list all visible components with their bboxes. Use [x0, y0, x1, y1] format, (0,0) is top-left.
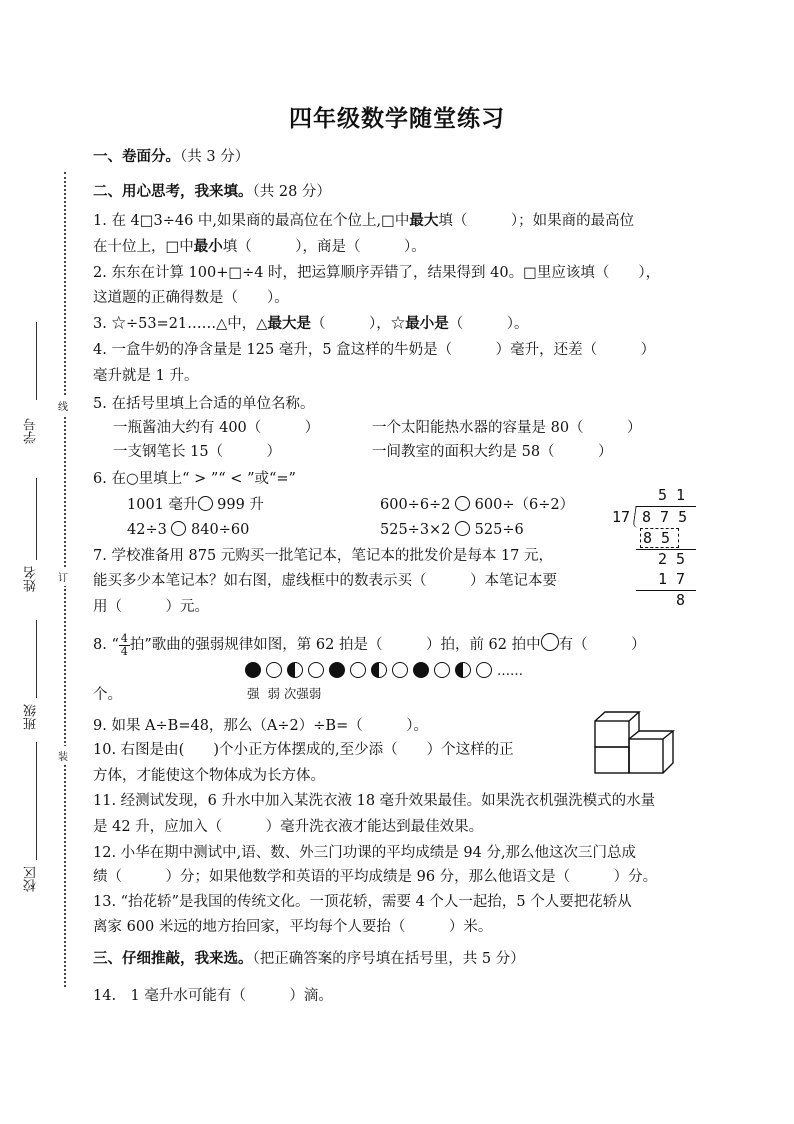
q8-line-1: 8. “ $\frac{4}{4}$ 拍”歌曲的强弱规律如图，第 62 拍是（ ）拍，前 62 拍中 有（ ） [93, 631, 646, 658]
dividend: 8 7 5 [642, 508, 688, 526]
empty-circle-icon [541, 633, 559, 651]
compare-circle-icon[interactable] [455, 496, 470, 511]
q6-item-c: 42÷3 840÷60 [127, 522, 250, 538]
q7-line-3: 用（ ）元。 [93, 599, 209, 615]
q1-line-1: 1. 在 4□3÷46 中,如果商的最高位在个位上,□中最大填（ ）；如果商的最高位 [93, 213, 635, 229]
section-1-heading: 一、卷面分。（共 3 分） [93, 149, 250, 165]
dashed-box: 8 5 [640, 528, 679, 548]
binding-mark-xian: 线 [58, 396, 68, 415]
q6-item-b: 600÷6÷2 600÷（6÷2） [380, 497, 575, 513]
q5-item-c: 一支钢笔长 15（ ） [113, 444, 282, 460]
q5-item-b: 一个太阳能热水器的容量是 80（ ） [372, 420, 642, 436]
beat-half-circle-icon [287, 662, 303, 678]
beat-full-circle-icon [329, 662, 345, 678]
compare-circle-icon[interactable] [198, 496, 213, 511]
q6-line-1: 6. 在○里填上“ > ”“ < ”或“=” [93, 471, 296, 487]
section-2-heading: 二、用心思考，我来填。（共 28 分） [93, 184, 331, 200]
campus-line[interactable] [36, 742, 37, 860]
q14-line: 14. 1 毫升水可能有（ ）滴。 [93, 988, 333, 1004]
cube-face [595, 747, 629, 773]
beat-empty-circle-icon [476, 662, 492, 678]
binding-mark-ding: 订 [58, 567, 68, 586]
beat-empty-circle-icon [266, 662, 282, 678]
cube-stack-figure [591, 707, 691, 777]
q11-line-1: 11. 经测试发现，6 升水中加入某洗衣液 18 毫升效果最佳。如果洗衣机强洗模式的水量 [93, 793, 656, 809]
q9-line: 9. 如果 A÷B=48，那么（A÷2）÷B=（ ）。 [93, 718, 428, 734]
cube-top [629, 731, 673, 739]
q4-line-1: 4. 一盒牛奶的净含量是 125 毫升，5 盒这样的牛奶是（ ）毫升，还差（ ） [93, 342, 656, 358]
cube-top [595, 712, 639, 721]
q10-line-1: 10. 右图是由( )个小正方体摆成的,至少添（ ）个这样的正 [93, 742, 514, 758]
q12-line-2: 绩（ ）分；如果他数学和英语的平均成绩是 96 分，那么他语文是（ ）分。 [93, 869, 658, 885]
q3-line: 3. ☆÷53=21……△中，△最大是（ ），☆最小是（ ）。 [93, 316, 529, 332]
beat-half-circle-icon [455, 662, 471, 678]
long-division-figure [610, 486, 700, 612]
q7-line-1: 7. 学校准备用 875 元购买一批笔记本，笔记本的批发价是每本 17 元， [93, 548, 554, 564]
remainder-1: 2 5 [658, 550, 686, 568]
q13-line-1: 13. “抬花轿”是我国的传统文化。一顶花轿，需要 4 个人一起抬，5 个人要把花轿从 [93, 894, 632, 910]
cube-face [629, 739, 663, 773]
q5-item-d: 一间教室的面积大约是 58（ ） [372, 444, 613, 460]
quotient: 5 1 [658, 486, 686, 504]
name-label: 姓名 [24, 566, 39, 592]
beat-empty-circle-icon [392, 662, 408, 678]
name-line[interactable] [36, 478, 37, 560]
campus-label: 校区 [24, 866, 39, 892]
q10-line-2: 方体，才能使这个物体成为长方体。 [93, 768, 325, 784]
remainder-2: 1 7 [658, 570, 686, 588]
beat-legend: 强 弱 次强弱 [247, 686, 322, 701]
section-3-heading: 三、仔细推敲，我来选。（把正确答案的序号填在括号里，共 5 分） [93, 951, 525, 967]
division-bar [636, 506, 696, 507]
compare-circle-icon[interactable] [455, 521, 470, 536]
beat-empty-circle-icon [308, 662, 324, 678]
q2-line-2: 这道题的正确得数是（ ）。 [93, 290, 289, 306]
q11-line-2: 是 42 升，应加入（ ）毫升洗衣液才能达到最佳效果。 [93, 819, 484, 835]
student-id-label: 学号 [24, 418, 39, 444]
remainder-final: 8 [676, 591, 686, 609]
q7-line-2: 能买多少本笔记本？如右图，虚线框中的数表示买（ ）本笔记本要 [93, 573, 557, 589]
q2-line-1: 2. 东东在计算 100+□÷4 时，把运算顺序弄错了，结果得到 40。□里应该填（ ）， [93, 265, 661, 281]
q6-item-a: 1001 毫升 999 升 [127, 497, 264, 513]
cube-face [595, 721, 629, 747]
beat-empty-circle-icon [434, 662, 450, 678]
q1-line-2: 在十位上，□中最小填（ ），商是（ ）。 [93, 239, 426, 255]
q13-line-2: 离家 600 米远的地方抬回家，平均每个人要抬（ ）米。 [93, 919, 493, 935]
q12-line-1: 12. 小华在期中测试中,语、数、外三门功课的平均成绩是 94 分,那么他这次三门总成 [93, 845, 637, 861]
divisor: 17 [612, 508, 631, 526]
student-id-line[interactable] [36, 322, 37, 400]
q8-line-2: 个。 [93, 687, 122, 703]
beat-empty-circle-icon [350, 662, 366, 678]
beat-half-circle-icon [371, 662, 387, 678]
compare-circle-icon[interactable] [171, 521, 186, 536]
class-label: 班级 [24, 704, 39, 730]
q4-line-2: 毫升就是 1 升。 [93, 368, 199, 384]
beat-full-circle-icon [245, 662, 261, 678]
binding-mark-zhuang: 装 [58, 746, 68, 765]
q6-item-d: 525÷3×2 525÷6 [380, 522, 524, 538]
class-line[interactable] [36, 620, 37, 698]
q5-line-1: 5. 在括号里填上合适的单位名称。 [93, 396, 315, 412]
beat-full-circle-icon [413, 662, 429, 678]
subtraction-line [636, 590, 696, 591]
page-title: 四年级数学随堂练习 [289, 106, 505, 132]
fraction-4-4: $\frac{4}{4}$ [120, 631, 128, 658]
q5-item-a: 一瓶酱油大约有 400（ ） [113, 420, 320, 436]
beat-pattern: …… [245, 662, 523, 682]
